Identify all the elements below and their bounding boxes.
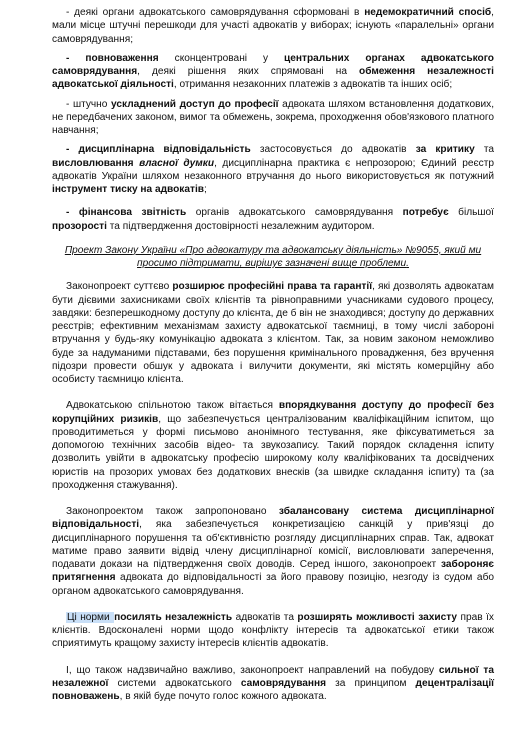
bold-text: за критику xyxy=(415,144,475,156)
body-text: , дисциплінарна практика є непрозорою; Єдиний реєстр адвокатів України шляхом незаконного втручання до нього використовується як потужний xyxy=(52,157,494,182)
body-text: органів адвокатського самоврядування xyxy=(186,207,403,219)
body-text: , яка забезпечується конкретизацією санкцій у прив'язці до дисциплінарного порушення та об'єктивністю розгляду дисциплінарних справ. Так, адвокат матиме право заявити відвід члену дисциплінарної комісії, висловлювати заперечення, подавати докази на підтвердження своїх доводів. Серед іншого, законопроект xyxy=(52,519,494,570)
bold-text: дисциплінарна відповідальність xyxy=(78,144,251,156)
body-text: адвокатів та xyxy=(232,611,298,623)
bold-text: посилять незалежність xyxy=(114,611,233,623)
bold-text xyxy=(139,158,214,169)
body-text: , отримання незаконних платежів з адвокатів та інших осіб; xyxy=(173,79,453,91)
bold-text: прозорості xyxy=(52,220,107,232)
paragraph-8 xyxy=(52,505,494,598)
body-text: . xyxy=(406,258,409,269)
body-text: - деякі органи адвокатського самоврядування сформовані в xyxy=(66,7,365,18)
body-text: застосовується до адвокатів xyxy=(250,144,416,156)
bold-text: - xyxy=(66,52,86,64)
body-text: адвоката шляхом встановлення додаткових, не передбачених законом, вимог та обмежень, зокрема, проходження обов'язкового платного навчання; xyxy=(52,98,495,136)
emphasis-text: власної думки xyxy=(139,157,215,169)
bold-text: самоврядування xyxy=(240,677,327,689)
body-text: , деякі рішення яких спрямовані на xyxy=(137,66,360,77)
paragraph-6 xyxy=(52,280,494,386)
paragraph-2 xyxy=(52,98,494,138)
body-text: прав їх клієнтів. Вдосконалені норми щодо конфлікту інтересів та адвокатської етики також сприятимуть кращому захисту інтересів клієнтів адвокатів. xyxy=(52,611,494,650)
body-text: та xyxy=(474,144,495,156)
body-text: , в якій буде почуто голос кожного адвоката. xyxy=(119,691,327,702)
body-text: більшої xyxy=(448,207,494,219)
bold-text: обмеження незалежності адвокатської діяльності xyxy=(52,66,494,91)
bold-text: розширять можливості захисту xyxy=(297,611,458,623)
body-text: за принципом xyxy=(326,677,416,689)
body-text: сконцентровані у xyxy=(158,52,285,64)
bill-caption xyxy=(52,244,494,271)
bold-text: впорядкування доступу до професії без корупційних ризиків xyxy=(52,400,495,425)
bold-text: розширює професійні права та гарантії xyxy=(172,281,373,293)
highlighted-text: Ці норми xyxy=(67,611,114,623)
body-text: - штучно xyxy=(66,98,112,110)
bold-text: інструмент тиску на адвокатів xyxy=(52,184,204,195)
paragraph-10 xyxy=(52,664,494,704)
bold-text: потребує xyxy=(402,207,449,219)
bold-text: недемократичний спосіб xyxy=(364,7,492,18)
bold-text: - xyxy=(66,207,79,219)
bold-text: фінансова звітність xyxy=(78,207,187,219)
paragraph-4 xyxy=(52,206,494,233)
paragraph-9 xyxy=(52,611,494,651)
bold-text: забороняє притягнення xyxy=(52,559,494,584)
paragraph-1 xyxy=(52,52,494,92)
paragraph-3 xyxy=(52,143,494,196)
body-text: Законопроектом також запропоновано xyxy=(66,506,279,517)
bold-text: - xyxy=(66,144,79,156)
body-text: адвоката до відповідальності за його правову позицію, незгоду із судом або органом адвокатського самоврядування. xyxy=(52,572,494,597)
bold-text: сильної та незалежної xyxy=(52,664,494,689)
bold-text: повноваження xyxy=(85,52,159,64)
body-text: , які дозволять адвокатам бути дієвими захисниками своїх клієнтів та рівноправними учасниками судового процесу, завдяки: безперешкодному доступу до клієнта, де б він не знаходився; доступу до державних реєстрів; ефективним механізмам захисту адвокатської таємниці, в тому числі забороні втручання у будь-яку комунікацію адвоката з клієнтом. Так, за новим законом неможливо буде за надуманими підставами, без порушення кримінального провадження, без вручення підозри провести обшук у адвоката і вилучити документи, які містять комерційну або особисту таємницю клієнта. xyxy=(52,281,494,385)
body-text: І, що також надзвичайно важливо, законопроект направлений на побудову xyxy=(66,664,439,676)
bold-text: центральних органах адвокатського самоврядування xyxy=(52,52,494,77)
body-text: ; xyxy=(204,184,207,195)
bold-text: висловлювання xyxy=(52,157,134,169)
body-text: системи адвокатського xyxy=(108,677,241,689)
paragraph-7 xyxy=(52,399,494,492)
body-text: Адвокатською спільнотою також вітається xyxy=(66,400,279,412)
paragraph-0 xyxy=(52,6,494,46)
body-text: , мали місце штучні перешкоди для участі адвокатів у виборах; існують «паралельні» органи самоврядування; xyxy=(52,7,494,45)
body-text: та підтвердження достовірності незалежним аудитором. xyxy=(106,220,375,232)
body-text: , що забезпечується централізованим кваліфікаційним іспитом, що проводитиметься у формі письмово анонімного тестування, яке фіксуватиметься за допомогою технічних засобів відео- та звукозапису. Такий порядок складення іспиту дозволить увійти в адвокатську професію широкому колу кваліфікованих та досвідчених юристів на прозорих умовах без додаткових внесків (за швидке складання іспиту) та (за проходження стажування). xyxy=(52,413,494,491)
bold-text: ускладнений доступ до професії xyxy=(111,98,279,110)
bold-text: збалансовану система дисциплінарної відповідальності xyxy=(52,506,494,531)
body-text: Законопроект суттєво xyxy=(66,281,173,293)
body-text: Проект Закону України «Про адвокатуру та адвокатську діяльність» №9055, який ми просимо підтримати, вирішує зазначені вище проблеми xyxy=(64,244,482,269)
bold-text: децентралізації повноважень xyxy=(52,677,495,702)
